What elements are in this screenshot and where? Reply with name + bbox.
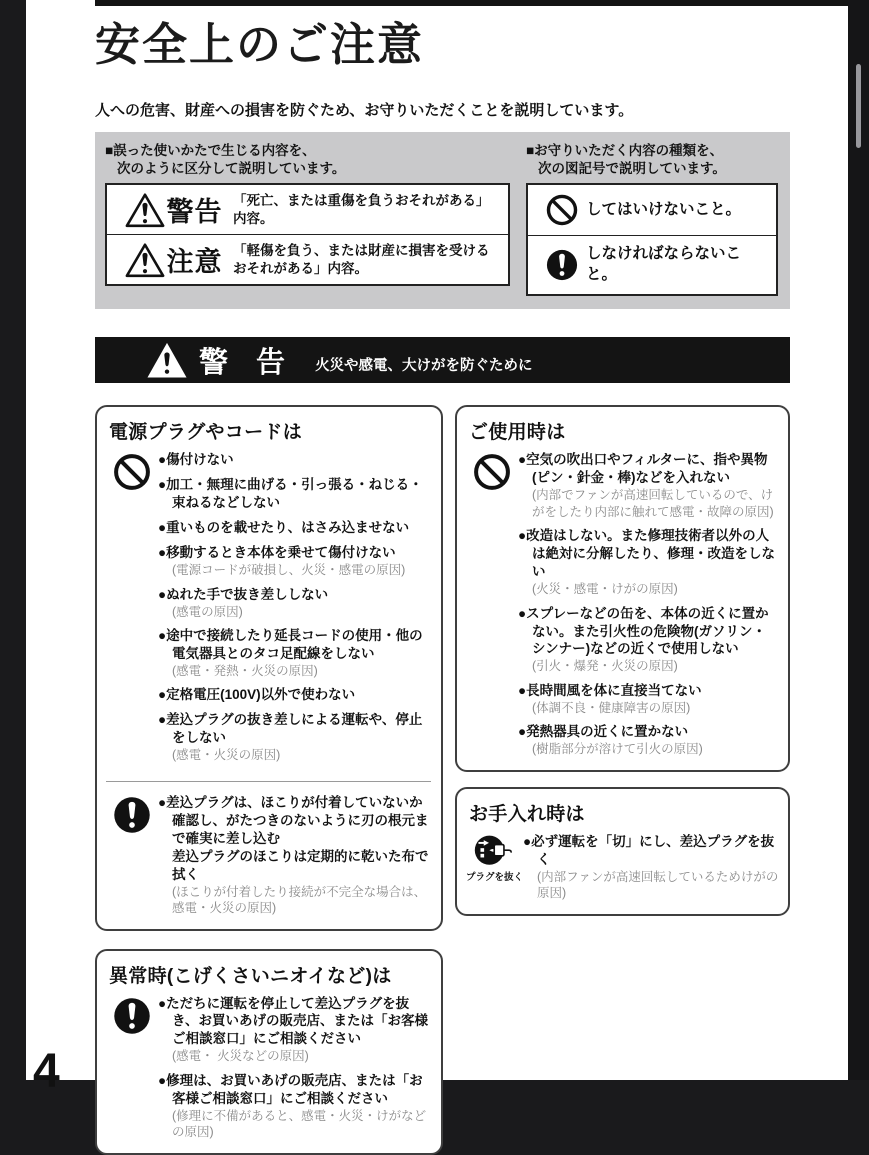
rule-cause-note: (電源コードが破損し、火災・感電の原因) [172,563,406,578]
section-maintenance [455,787,790,916]
rule-text: ●ただちに運転を停止して差込プラグを抜き、お買いあげの販売店、または「お客様ご相談窓口」にご相談ください [158,995,428,1047]
rule-group-symbol [106,995,158,1148]
right-column [455,405,790,915]
rule-item [518,451,779,520]
legend-panel [95,132,790,309]
rule-text: 差込プラグのほこりは定期的に乾いた布で拭く [172,848,429,882]
mandatory-icon [545,248,579,282]
rule-text: ●傷付けない [158,452,234,468]
rule-item [518,527,779,597]
rule-item [158,995,432,1065]
warning-triangle-icon [147,342,187,378]
legend-severity-column [105,142,510,296]
viewer-right-gutter [848,0,869,1080]
manual-page [26,0,848,1140]
prohibition-icon [112,452,152,492]
page-subtitle: 人への危害、財産への損害を防ぐため、お守りいただくことを説明しています。 [95,102,634,119]
rule-text: ●空気の吹出口やフィルターに、指や異物(ピン・針金・棒)などを入れない [518,452,768,486]
rule-item [518,682,779,716]
rule-cause-note: (感電の原因) [172,604,243,619]
rule-items [158,451,435,770]
rule-group [106,794,435,924]
rule-items [523,833,782,909]
rule-item [518,723,779,757]
legend-symbol [115,240,233,279]
rule-text: ●スプレーなどの缶を、本体の近くに置かない。また引火性の危険物(ガソリン・シンナー)などの近くで使用しない [518,605,769,657]
rule-text: ●重いものを載せたり、はさみ込ませない [158,520,410,536]
rule-item [158,451,432,469]
section-title: お手入れ時は [469,803,585,825]
section-power-plug-cord [95,405,443,930]
rule-text: ●差込プラグの抜き差しによる運転や、停止をしない [158,712,423,746]
severity-label: 注意 [166,247,223,278]
rule-text: ●必ず運転を「切」にし、差込プラグを抜く [523,833,775,867]
rule-text: ●長時間風を体に直接当てない [518,682,702,698]
legend-row [107,185,508,234]
rule-group-symbol [106,451,158,770]
rule-cause-note: (内部ファンが高速回転しているためけがの原因) [537,869,779,901]
scrollbar-thumb[interactable] [856,64,861,148]
rule-item [158,686,432,704]
legend-row [107,234,508,284]
rule-cause-note: (感電・ 火災などの原因) [172,1049,309,1064]
legend-description: してはいけないこと。 [586,200,742,218]
rule-item [518,605,779,675]
rule-item [158,711,432,763]
section-abnormal [95,949,443,1155]
rule-item [158,519,432,537]
legend-description: しなければならないこと。 [586,245,742,284]
rule-items [518,451,782,765]
rule-item [158,627,432,679]
rule-text: ●修理は、お買いあげの販売店、または「お客様ご相談窓口」にご相談ください [158,1072,423,1106]
section-title: ご使用時は [469,422,566,444]
rule-group-symbol [106,794,158,924]
legend-symbol-heading: ■お守りいただく内容の種類を、 次の図記号で説明しています。 [526,143,726,177]
safety-columns [95,405,790,1155]
rule-text: ●ぬれた手で抜き差ししない [158,586,329,602]
rule-cause-note: (体調不良・健康障害の原因) [532,700,691,715]
rule-text: ●途中で接続したり延長コードの使用・他の電気器具とのタコ足配線をしない [158,628,423,661]
warning-triangle-icon [126,243,164,278]
warning-banner-subtitle: 火災や感電、大けがを防ぐために [315,357,533,374]
rule-cause-note: (感電・火災の原因) [172,748,281,763]
legend-row [528,235,776,294]
rule-group [466,451,782,765]
rule-text: ●改造はしない。また修理技術者以外の人は絶対に分解したり、修理・改造をしない [518,528,775,580]
rule-cause-note: (引火・爆発・火災の原因) [532,659,678,674]
rule-text: ●差込プラグは、ほこりが付着していないか確認し、がたつきのないように刃の根元まで確実に差し込む [158,794,429,846]
legend-description: 「軽傷を負う、または財産に損害を受けるおそれがある」内容。 [233,242,490,276]
severity-label: 警告 [166,197,223,228]
legend-severity-heading: ■誤った使いかたで生じる内容を、 次のように区分して説明しています。 [105,143,346,177]
page-title: 安全上のご注意 [95,19,425,70]
rule-cause-note: (感電・発熱・火災の原因) [172,663,318,678]
rule-group [106,451,435,770]
warning-banner [95,337,790,383]
unplug-icon [474,834,514,868]
rule-item [158,586,432,620]
warning-triangle-inverse-icon [147,342,187,378]
rule-group-symbol [466,451,518,765]
page-number: 4 [33,1045,60,1098]
rule-text: ●発熱器具の近くに置かない [518,724,689,740]
prohibition-icon [545,193,579,227]
rule-cause-note: (樹脂部分が溶けて引火の原因) [532,742,703,757]
symbol-table [526,183,778,296]
icon-caption: プラグを抜く [466,871,524,883]
legend-row [528,185,776,235]
rule-text: ●移動するとき本体を乗せて傷付けない [158,545,396,561]
rule-cause-note: (内部でファンが高速回転しているので、けがをしたり内部に触れて感電・故障の原因) [532,488,774,519]
rule-item [158,544,432,578]
rule-group-symbol [466,833,523,909]
severity-table [105,183,510,286]
legend-description: 「死亡、または重傷を負うおそれがある」内容。 [233,192,490,226]
rule-group [106,995,435,1148]
legend-symbol [538,248,586,282]
page-content [95,8,790,1155]
rule-item [158,794,432,917]
rule-group [466,833,782,909]
rule-cause-note: (火災・感電・けがの原因) [532,582,678,597]
rule-item [158,1072,432,1141]
mandatory-icon [112,996,152,1036]
page-top-rule [95,0,848,6]
rule-items [158,995,435,1148]
left-column [95,405,443,1155]
warning-triangle-icon [126,193,164,228]
section-title: 異常時(こげくさいニオイなど)は [109,965,392,987]
rule-cause-note: (ほこりが付着したり接続が不完全な場合は、感電・火災の原因) [172,884,427,916]
prohibition-icon [472,452,512,492]
section-title: 電源プラグやコードは [109,422,303,444]
legend-symbol [115,190,233,229]
rule-item [523,833,779,902]
warning-banner-label: 警 告 [199,346,296,379]
rule-item [158,476,432,512]
legend-symbol-column [526,142,778,296]
mandatory-icon [112,795,152,835]
legend-symbol [538,193,586,227]
rule-text: ●定格電圧(100V)以外で使わない [158,687,356,703]
section-during-use [455,405,790,772]
rule-text: ●加工・無理に曲げる・引っ張る・ねじる・束ねるなどしない [158,477,423,511]
rule-items [158,794,435,924]
rule-cause-note: (修理に不備があると、感電・火災・けがなどの原因) [172,1108,427,1140]
section-divider [106,781,431,782]
